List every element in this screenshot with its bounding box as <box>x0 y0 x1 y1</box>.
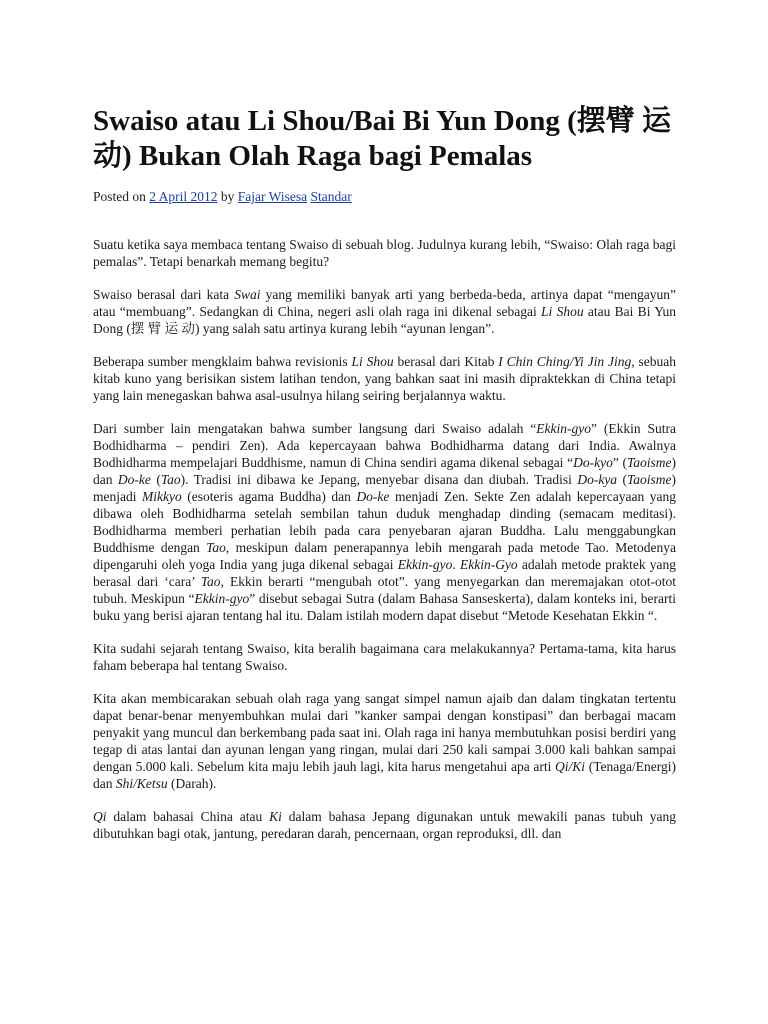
italic-term: Mikkyo <box>142 489 182 504</box>
text-run: dalam bahasai China atau <box>106 809 270 824</box>
text-run: ” disebut sebagai Sutra (dalam Bahasa Sanseskerta), dalam konteks ini, berarti buku yang berisi ajaran tentang hal itu. Dalam istilah modern dapat disebut “Metode Kesehatan Ekkin “. <box>93 591 676 623</box>
italic-term: Do-ke <box>356 489 390 504</box>
text-run: (Tenaga/Energi) dan <box>93 759 677 791</box>
posted-on-label: Posted on <box>93 189 146 204</box>
italic-term: Tao <box>160 472 181 487</box>
text-run: Swaiso berasal dari kata <box>93 287 235 302</box>
text-run: yang memiliki banyak arti yang berbeda-beda, artinya dapat “mengayun” atau “membuang”. Sedangkan di China, negeri asli olah raga ini dikenal sebagai <box>93 287 676 319</box>
post-meta <box>93 188 352 206</box>
italic-term: Li Shou <box>541 304 584 319</box>
author-link[interactable]: Fajar Wisesa <box>237 189 308 204</box>
text-run: , Ekkin berarti “mengubah otot”. yang menyegarkan dan meremajakan otot-otot tubuh. Meskipun “ <box>93 574 676 606</box>
italic-term: Ekkin-gyo <box>194 591 250 606</box>
paragraph <box>93 690 676 792</box>
text-run: Suatu ketika saya membaca tentang Swaiso di sebuah blog. Judulnya kurang lebih, “Swaiso: Olah raga bagi pemalas”. Tetapi benarkah memang begitu? <box>93 237 676 269</box>
text-run: , sebuah kitab kuno yang berisikan sistem latihan tendon, yang bahkan saat ini masih dipraktekkan di China tetapi yang lain menegaskan bahwa asal-usulnya hilang seiring berjalannya waktu. <box>93 354 676 403</box>
italic-term: Swai <box>234 287 261 302</box>
italic-term: Ekkin-Gyo <box>459 557 518 572</box>
paragraph <box>93 808 676 842</box>
text-run: Kita akan membicarakan sebuah olah raga yang sangat simpel namun ajaib dan dalam tingkatan tertentu dapat benar-benar menyembuhkan mulai dari ”kanker sampai dengan konstipasi” dan berbagai macam penyakit yang muncul dan berkembang pada saat ini. Olah raga ini hanya membutuhkan posisi berdiri yang tegap di atas lantai dan ayunan lengan yang ringan, mulai dari 250 kali sampai 3.000 kali bahkan sampai dengan 5.000 kali. Sebelum kita maju lebih jauh lagi, kita harus mengetahui apa arti <box>93 691 676 774</box>
paragraph <box>93 236 676 270</box>
text-run: ) menjadi <box>93 472 676 504</box>
italic-term: Li Shou <box>351 354 394 369</box>
by-label: by <box>220 189 235 204</box>
post-title: Swaiso atau Li Shou/Bai Bi Yun Dong (摆臂 运 动) Bukan Olah Raga bagi Pemalas <box>93 105 672 172</box>
italic-term: Do-kyo <box>573 455 613 470</box>
text-run: ” ( <box>612 455 627 470</box>
italic-term: Qi <box>93 809 107 824</box>
text-run: ) dan <box>93 455 676 487</box>
text-run: ). Tradisi ini dibawa ke Jepang, menyebar disana dan diubah. Tradisi <box>180 472 578 487</box>
text-run: berasal dari Kitab <box>393 354 499 369</box>
italic-term: Qi/Ki <box>555 759 586 774</box>
italic-term: I Chin Ching/Yi Jin Jing <box>498 354 632 369</box>
italic-term: Do-ke <box>117 472 151 487</box>
text-run: dalam bahasa Jepang digunakan untuk mewakili panas tubuh yang dibutuhkan bagi otak, jantung, peredaran darah, pencernaan, organ reproduksi, dll. dan <box>93 809 677 841</box>
paragraph <box>93 420 676 624</box>
italic-term: Shi/Ketsu <box>115 776 168 791</box>
text-run: adalah metode praktek yang berasal dari ‘cara’ <box>93 557 677 589</box>
paragraph <box>93 353 676 404</box>
italic-term: Tao <box>206 540 226 555</box>
italic-term: Ekkin-gyo <box>397 557 453 572</box>
text-run: Kita sudahi sejarah tentang Swaiso, kita beralih bagaimana cara melakukannya? Pertama-tama, kita harus faham beberapa hal tentang Swaiso. <box>93 641 676 673</box>
article-body <box>93 236 676 858</box>
text-run: ” (Ekkin Sutra Bodhidharma – pendiri Zen). Ada kepercayaan bahwa Bodhidharma datang dari India. Awalnya Bodhidharma mempelajari Buddhisme, namun di China sendiri agama dikenal sebagai “ <box>93 421 677 470</box>
text-run: , meskipun dalam penerapannya lebih mengarah pada metode Tao. Metodenya dipengaruhi oleh yoga India yang juga dikenal sebagai <box>93 540 676 572</box>
italic-term: Tao <box>200 574 221 589</box>
text-run: (Darah). <box>167 776 217 791</box>
text-run: atau Bai Bi Yun Dong (摆 臂 运 动) yang salah satu artinya kurang lebih “ayunan lengan”. <box>93 304 676 336</box>
text-run: ( <box>617 472 627 487</box>
paragraph <box>93 640 676 674</box>
italic-term: Ki <box>269 809 282 824</box>
category-link[interactable]: Standar <box>310 189 352 204</box>
italic-term: Ekkin-gyo <box>536 421 591 436</box>
paragraph <box>93 286 676 337</box>
text-run: (esoteris agama Buddha) dan <box>181 489 357 504</box>
italic-term: Taoisme <box>626 472 672 487</box>
text-run: ( <box>150 472 161 487</box>
italic-term: Do-kya <box>577 472 618 487</box>
text-run: Dari sumber lain mengatakan bahwa sumber langsung dari Swaiso adalah “ <box>93 421 537 436</box>
text-run: Beberapa sumber mengklaim bahwa revisionis <box>93 354 352 369</box>
italic-term: Taoisme <box>626 455 672 470</box>
text-run: . <box>452 557 460 572</box>
text-run: menjadi Zen. Sekte Zen adalah kepercayaan yang dibawa oleh Bodhidharma setelah sembilan tahun duduk menghadap dinding (semacam meditasi). Bodhidharma memberi perhatian lebih pada cara penyebaran ajaran Buddha. Lalu menggabungkan Buddhisme dengan <box>93 489 676 555</box>
post-date-link[interactable]: 2 April 2012 <box>149 189 218 204</box>
